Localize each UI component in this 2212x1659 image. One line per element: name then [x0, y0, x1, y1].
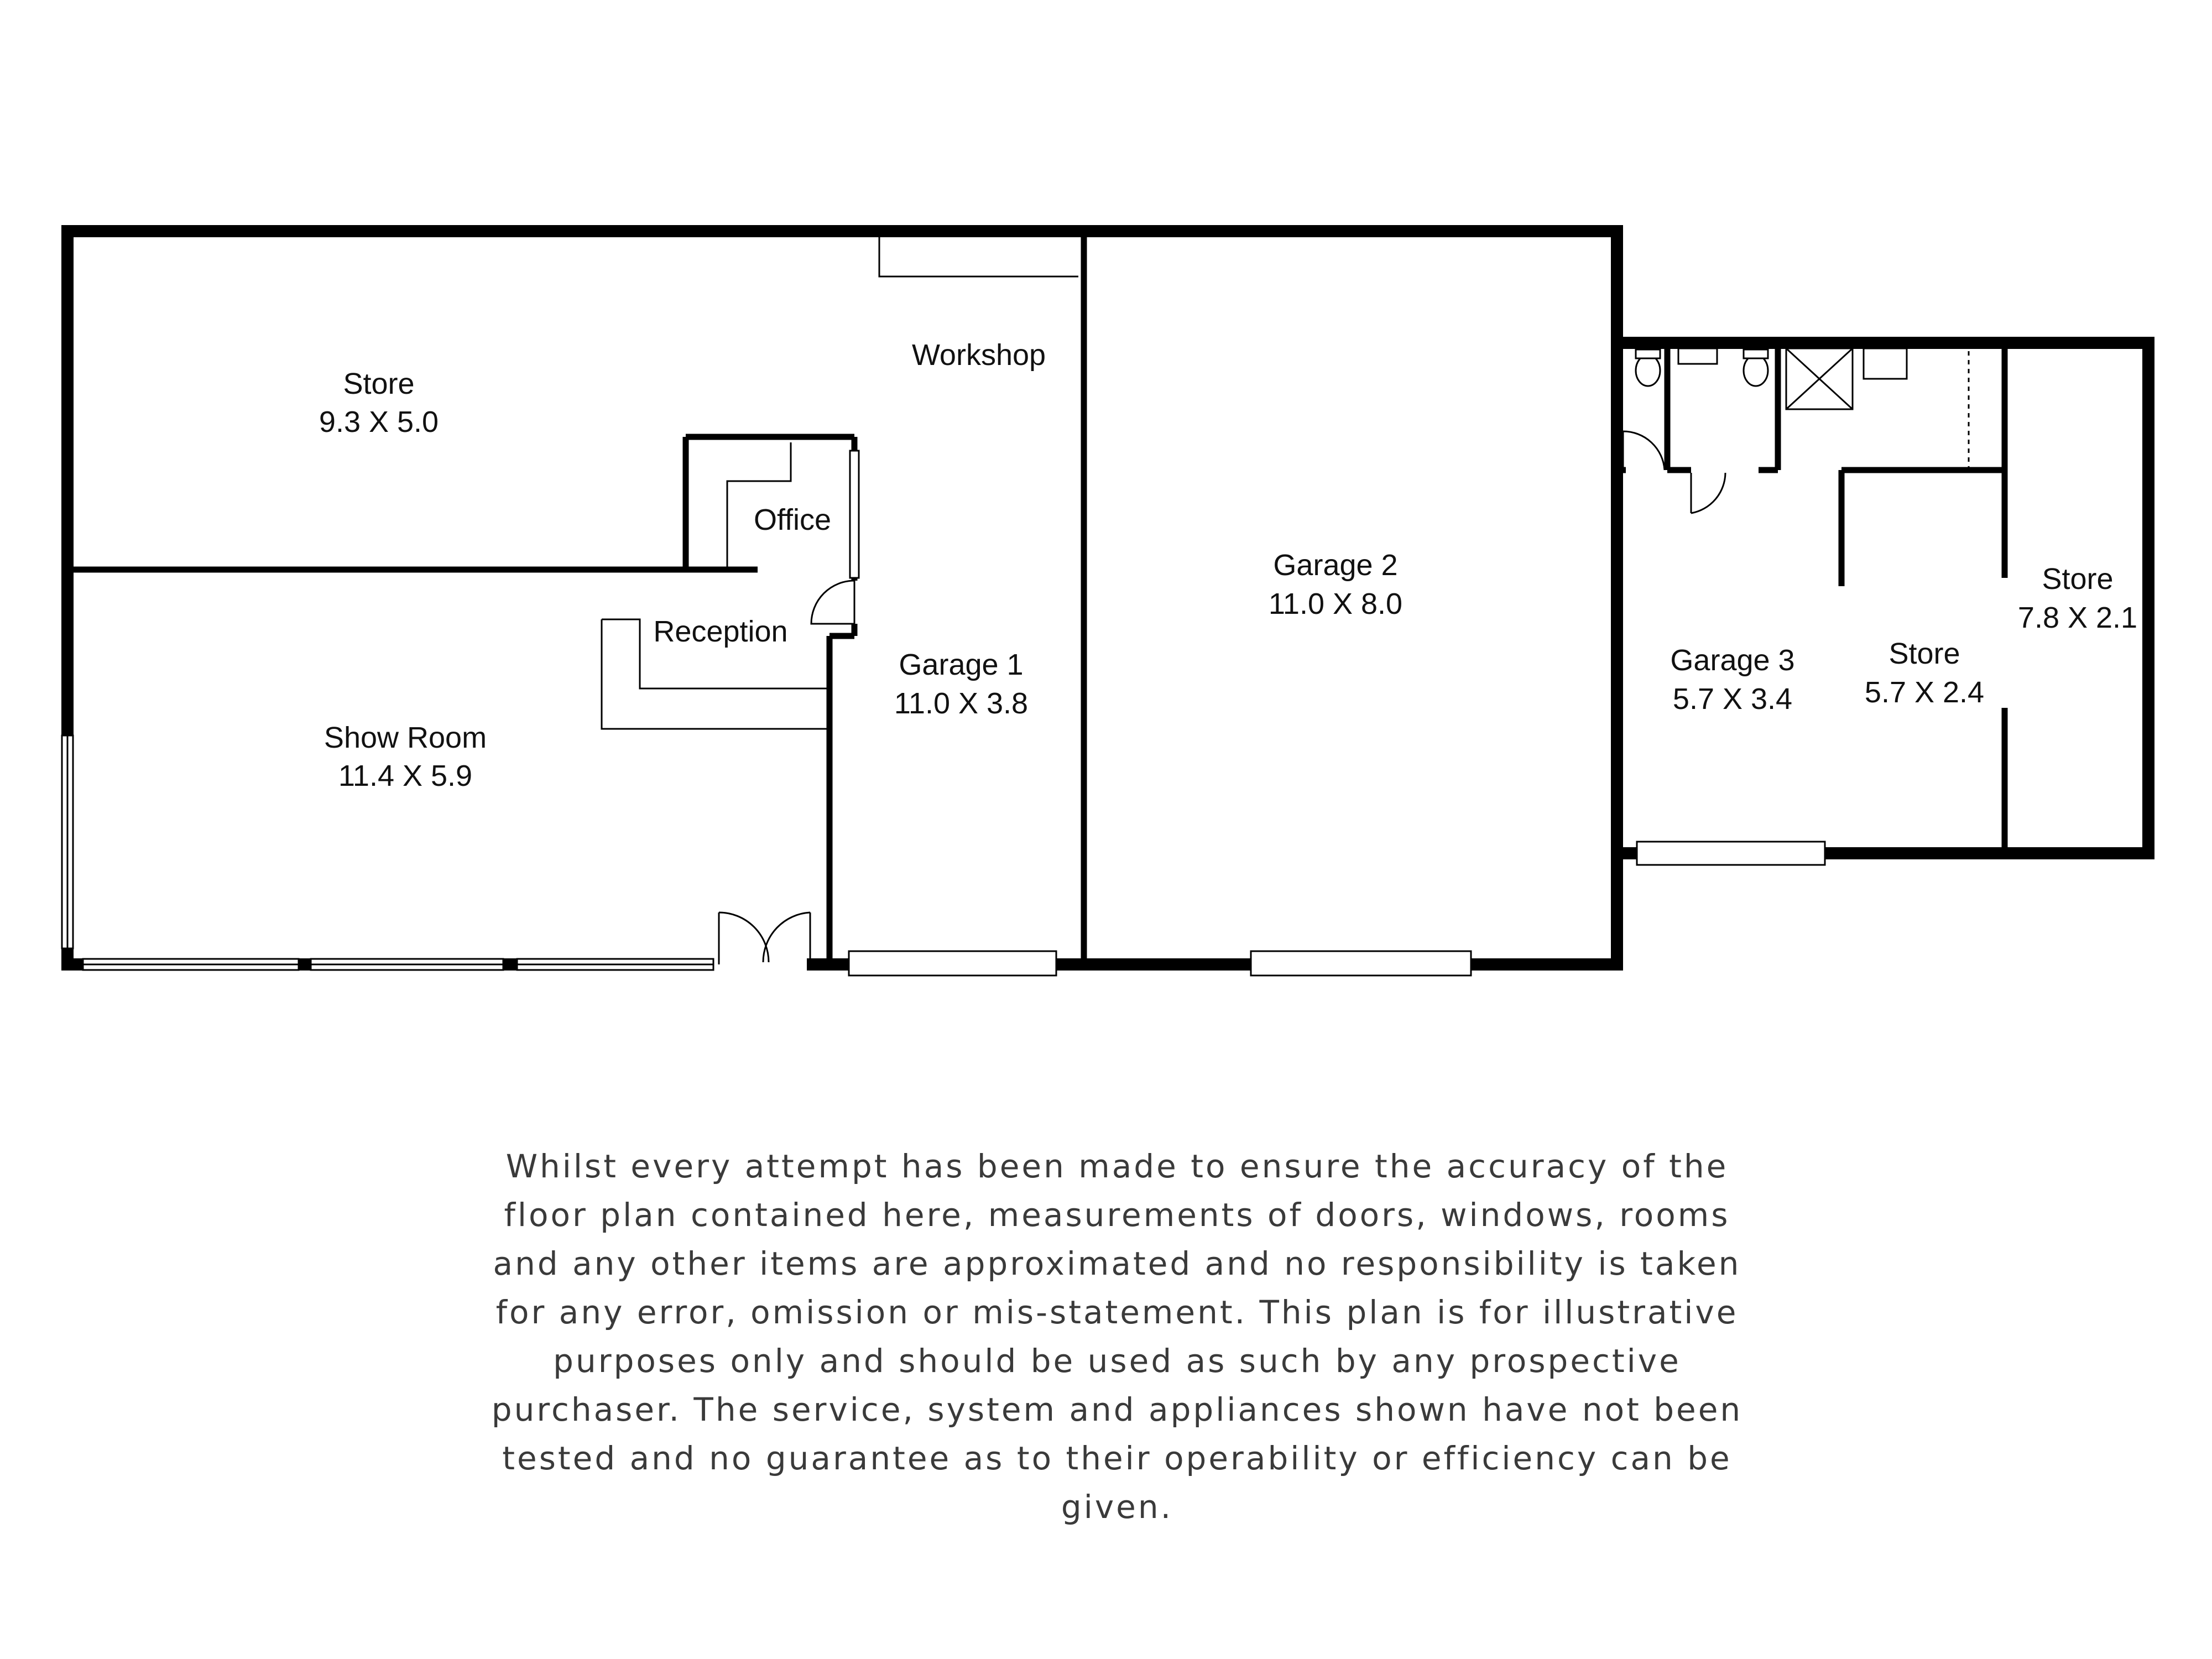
room-labels [319, 338, 2137, 792]
room-name-garage-1: Garage 1 [899, 648, 1024, 681]
room-name-store-main: Store [343, 367, 415, 400]
room-dims-store-right: 7.8 X 2.1 [2017, 601, 2138, 634]
room-name-office: Office [753, 503, 832, 536]
room-name-garage-3: Garage 3 [1670, 644, 1795, 677]
room-dims-garage-1: 11.0 X 3.8 [894, 687, 1029, 720]
room-dims-store-mid: 5.7 X 2.4 [1864, 676, 1985, 709]
room-dims-store-main: 9.3 X 5.0 [319, 405, 439, 439]
room-name-store-mid: Store [1888, 637, 1960, 670]
room-name-garage-2: Garage 2 [1273, 549, 1398, 582]
room-name-store-right: Store [2042, 562, 2114, 596]
room-name-reception: Reception [653, 615, 788, 648]
room-name-show-room: Show Room [324, 721, 487, 754]
exterior-walls [67, 231, 2148, 964]
room-name-workshop: Workshop [911, 338, 1046, 372]
room-dims-garage-2: 11.0 X 8.0 [1268, 587, 1403, 620]
disclaimer-text: Whilst every attempt has been made to ensure the accuracy of the floor plan contained here, measurements of doors, windows, rooms and any other items are approximated and no responsibility is taken for any error, omission or mis-statement. This plan is for illustrative purposes only and should be used as such by any prospective purchaser. The service, system and appliances shown have not been tested and no guarantee as to their operability or efficiency can be given. [491, 1147, 1743, 1526]
bathroom-fixtures [1636, 348, 1907, 409]
room-dims-garage-3: 5.7 X 3.4 [1672, 682, 1793, 716]
room-dims-show-room: 11.4 X 5.9 [338, 759, 473, 792]
